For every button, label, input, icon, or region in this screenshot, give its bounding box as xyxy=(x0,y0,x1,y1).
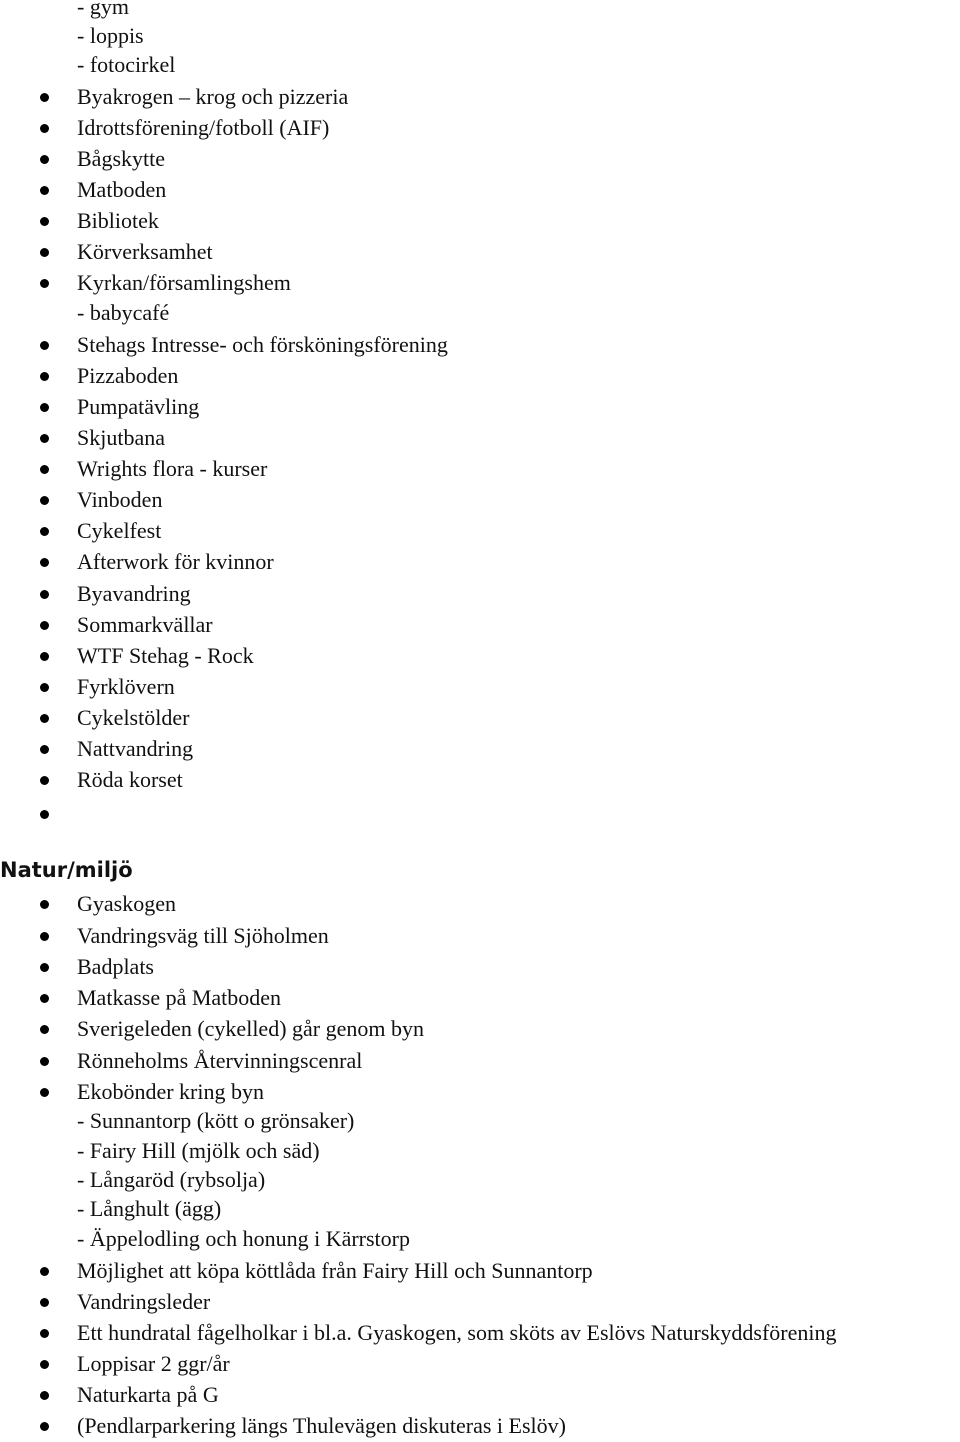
list-item-text: Ett hundratal fågelholkar i bl.a. Gyaskogen, som sköts av Eslövs Naturskyddsförening xyxy=(77,1320,837,1345)
list-item-text: Rönneholms Återvinningscenral xyxy=(77,1048,363,1073)
bullet-dot-icon xyxy=(40,124,49,133)
bullet-dot-icon xyxy=(40,1329,49,1338)
list-item-text: Körverksamhet xyxy=(77,239,213,264)
bullet-dot-icon xyxy=(40,1391,49,1400)
bullet-dot-icon xyxy=(40,155,49,164)
bullet-dot-icon xyxy=(40,558,49,567)
list-item-text: Cykelstölder xyxy=(77,705,190,730)
list-item-text: Fyrklövern xyxy=(77,674,175,699)
list-item xyxy=(0,1165,960,1195)
list-item xyxy=(0,361,960,391)
list-item-text: Sommarkvällar xyxy=(77,612,213,637)
list-item xyxy=(0,703,960,733)
list-item xyxy=(0,175,960,205)
list-item xyxy=(0,1194,960,1224)
list-item-text: WTF Stehag - Rock xyxy=(77,643,254,668)
list-item xyxy=(0,82,960,112)
list-item xyxy=(0,268,960,298)
list-item-text: Skjutbana xyxy=(77,425,165,450)
list-item xyxy=(0,237,960,267)
list-item-text: - Långaröd (rybsolja) xyxy=(77,1167,266,1192)
list-item xyxy=(0,206,960,236)
bullet-dot-icon xyxy=(40,527,49,536)
list-item-text: Vinboden xyxy=(77,487,163,512)
list-item xyxy=(0,144,960,174)
list-item xyxy=(0,734,960,764)
bullet-dot-icon xyxy=(40,93,49,102)
list-item-text: Stehags Intresse- och försköningsförening xyxy=(77,332,448,357)
bullet-dot-icon xyxy=(40,465,49,474)
bullet-dot-icon xyxy=(40,248,49,257)
bullet-dot-icon xyxy=(40,403,49,412)
list-item-text: Vandringsleder xyxy=(77,1289,211,1314)
bullet-dot-icon xyxy=(40,341,49,350)
list-item xyxy=(0,952,960,982)
list-item-text: Röda korset xyxy=(77,767,183,792)
list-item-text: Möjlighet att köpa köttlåda från Fairy Hill och Sunnantorp xyxy=(77,1258,593,1283)
list-item-text: Naturkarta på G xyxy=(77,1382,219,1407)
list-item-text: Sverigeleden (cykelled) går genom byn xyxy=(77,1016,424,1041)
list-item xyxy=(0,298,960,328)
list-item-text: Kyrkan/församlingshem xyxy=(77,270,291,295)
list-item-text: - Långhult (ägg) xyxy=(77,1196,222,1221)
list-item xyxy=(0,1411,960,1441)
list-item xyxy=(0,1046,960,1076)
list-item-text: - Sunnantorp (kött o grönsaker) xyxy=(77,1108,355,1133)
bullet-dot-icon xyxy=(40,652,49,661)
list-item xyxy=(0,1077,960,1107)
bullet-dot-icon xyxy=(40,496,49,505)
list-item-text: - loppis xyxy=(77,23,144,48)
bullet-dot-icon xyxy=(40,714,49,723)
list-item xyxy=(0,485,960,515)
list-item-text: Vandringsväg till Sjöholmen xyxy=(77,923,329,948)
list-item-text: - babycafé xyxy=(77,300,170,325)
list-item xyxy=(0,983,960,1013)
list-item xyxy=(0,765,960,795)
list-item-text: Matkasse på Matboden xyxy=(77,985,282,1010)
bullet-dot-icon xyxy=(40,1360,49,1369)
list-item-text: Afterwork för kvinnor xyxy=(77,549,274,574)
bullet-dot-icon xyxy=(40,810,49,819)
list-item xyxy=(0,113,960,143)
bullet-dot-icon xyxy=(40,590,49,599)
bullet-dot-icon xyxy=(40,745,49,754)
bullet-dot-icon xyxy=(40,1267,49,1276)
list-item-text: - fotocirkel xyxy=(77,52,176,77)
bullet-dot-icon xyxy=(40,994,49,1003)
list-item xyxy=(0,1224,960,1254)
list-item xyxy=(0,1318,960,1348)
list-item-text: - Fairy Hill (mjölk och säd) xyxy=(77,1138,320,1163)
list-item xyxy=(0,579,960,609)
list-item-text: Pizzaboden xyxy=(77,363,179,388)
list-item xyxy=(0,641,960,671)
list-item-text: Pumpatävling xyxy=(77,394,200,419)
bullet-dot-icon xyxy=(40,1025,49,1034)
list-item-text: Idrottsförening/fotboll (AIF) xyxy=(77,115,330,140)
list-item-text: Byakrogen – krog och pizzeria xyxy=(77,84,349,109)
list-item xyxy=(0,454,960,484)
list-item xyxy=(0,1106,960,1136)
list-item-text: Gyaskogen xyxy=(77,891,176,916)
list-item xyxy=(0,1380,960,1410)
list-item xyxy=(0,1349,960,1379)
list-item xyxy=(0,330,960,360)
list-item-text: Bibliotek xyxy=(77,208,159,233)
bullet-dot-icon xyxy=(40,1057,49,1066)
list-item xyxy=(0,610,960,640)
list-item-text: Matboden xyxy=(77,177,167,202)
bullet-dot-icon xyxy=(40,900,49,909)
bullet-dot-icon xyxy=(40,186,49,195)
bullet-dot-icon xyxy=(40,1422,49,1431)
list-item xyxy=(0,516,960,546)
list-item xyxy=(0,672,960,702)
list-item-text: - Äppelodling och honung i Kärrstorp xyxy=(77,1226,410,1251)
list-item-text: Ekobönder kring byn xyxy=(77,1079,264,1104)
list-item xyxy=(0,392,960,422)
list-item xyxy=(0,1287,960,1317)
list-item xyxy=(0,21,960,51)
list-item xyxy=(0,1256,960,1286)
bullet-dot-icon xyxy=(40,776,49,785)
list-item-text: Cykelfest xyxy=(77,518,162,543)
list-item-text: (Pendlarparkering längs Thulevägen diskuteras i Eslöv) xyxy=(77,1413,566,1438)
bullet-dot-icon xyxy=(40,217,49,226)
list-item xyxy=(0,423,960,453)
bullet-dot-icon xyxy=(40,932,49,941)
list-item xyxy=(0,1014,960,1044)
list-item-text: Nattvandring xyxy=(77,736,194,761)
list-item-text: Badplats xyxy=(77,954,154,979)
list-item xyxy=(0,50,960,80)
list-item-text: Wrights flora - kurser xyxy=(77,456,268,481)
list-item-text: Loppisar 2 ggr/år xyxy=(77,1351,230,1376)
bullet-dot-icon xyxy=(40,1088,49,1097)
list-item xyxy=(0,547,960,577)
bullet-dot-icon xyxy=(40,1298,49,1307)
bullet-dot-icon xyxy=(40,279,49,288)
bullet-dot-icon xyxy=(40,963,49,972)
bullet-dot-icon xyxy=(40,683,49,692)
list-item xyxy=(0,1136,960,1166)
bullet-dot-icon xyxy=(40,434,49,443)
list-item xyxy=(0,799,960,829)
list-item xyxy=(0,921,960,951)
section-heading-natur-miljo: Natur/miljö xyxy=(0,858,133,882)
list-item-text: Bågskytte xyxy=(77,146,165,171)
bullet-dot-icon xyxy=(40,372,49,381)
bullet-dot-icon xyxy=(40,621,49,630)
list-item-text: - gym xyxy=(77,0,129,19)
list-item-text: Byavandring xyxy=(77,581,191,606)
list-item xyxy=(0,0,960,22)
list-item xyxy=(0,889,960,919)
